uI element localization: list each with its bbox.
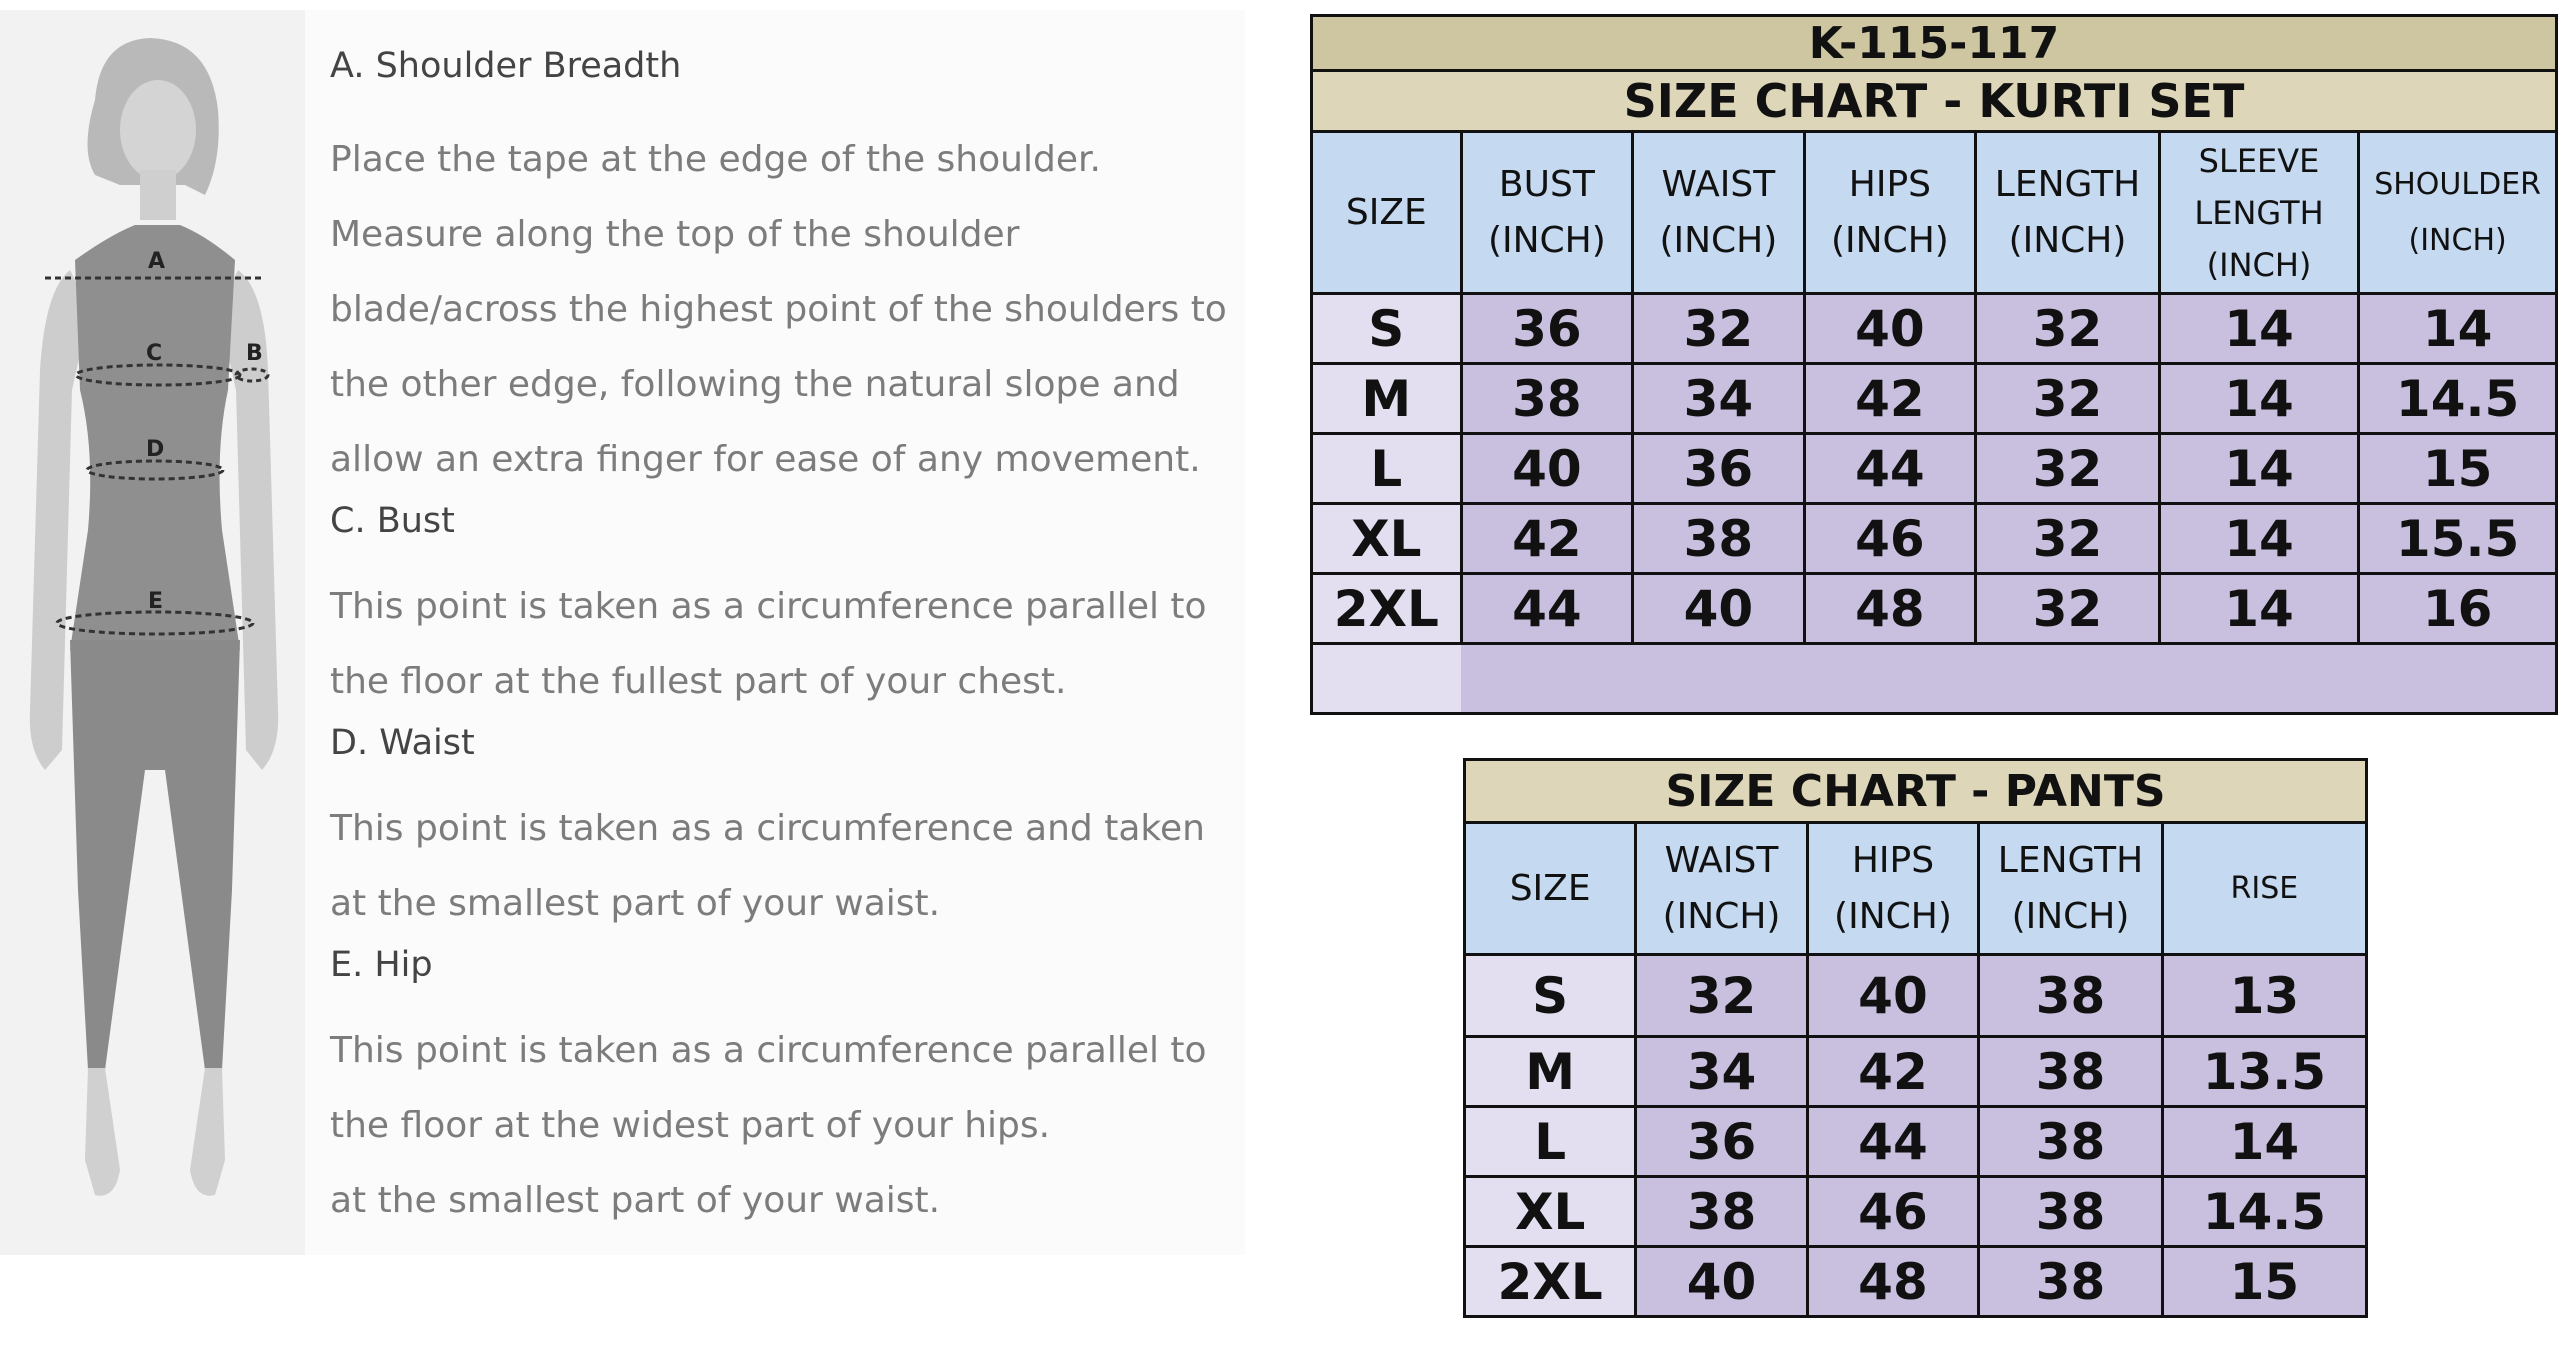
kurti-value-cell: 14.5 [2359,364,2557,434]
kurti-size-cell: L [1312,434,1462,504]
pants-size-cell: 2XL [1465,1247,1636,1317]
kurti-value-cell: 48 [1804,574,1976,644]
pants-header-size: SIZE [1465,823,1636,955]
pants-header-length: LENGTH (INCH) [1979,823,2163,955]
kurti-value-cell: 40 [1804,294,1976,364]
figure-label-d: D [146,437,165,462]
kurti-value-cell: 32 [1976,504,2160,574]
kurti-size-table [1310,14,2558,715]
kurti-value-cell: 40 [1633,574,1805,644]
kurti-size-cell: M [1312,364,1462,434]
body-figure-illustration [0,10,305,1255]
kurti-value-cell: 44 [1804,434,1976,504]
section-heading-bust: C. Bust [330,501,455,541]
section-text-shoulder: Place the tape at the edge of the shoulder. Measure along the top of the shoulder blade/across the highest point of the shoulders to the other edge, following the natural slope and allow an extra finger for ease of any movement. [330,139,1227,480]
pants-header-waist: WAIST (INCH) [1636,823,1807,955]
pants-row [1465,955,2367,1037]
section-text-hip: This point is taken as a circumference parallel to the floor at the widest part of your hips. [330,1030,1207,1146]
pants-size-cell: M [1465,1037,1636,1107]
kurti-value-cell: 14 [2159,504,2358,574]
kurti-value-cell: 16 [2359,574,2557,644]
pants-size-table [1463,758,2368,1318]
pants-value-cell: 38 [1636,1177,1807,1247]
kurti-value-cell: 42 [1461,504,1633,574]
pants-value-cell: 40 [1807,955,1978,1037]
kurti-row [1312,364,2557,434]
header-hips: HIPS (INCH) [1804,132,1976,294]
pants-value-cell: 38 [1979,1247,2163,1317]
kurti-value-cell: 38 [1633,504,1805,574]
kurti-value-cell: 32 [1976,574,2160,644]
guide-text [330,42,1235,1238]
kurti-code: K-115-117 [1312,16,2557,71]
pants-value-cell: 44 [1807,1107,1978,1177]
kurti-value-cell: 14 [2159,294,2358,364]
kurti-value-cell: 15 [2359,434,2557,504]
header-shoulder: SHOULDER (INCH) [2359,132,2557,294]
header-waist: WAIST (INCH) [1633,132,1805,294]
section-heading-waist: D. Waist [330,723,475,763]
kurti-row [1312,574,2557,644]
pants-header-hips: HIPS (INCH) [1807,823,1978,955]
pants-value-cell: 15 [2162,1247,2366,1317]
kurti-table-title: SIZE CHART - KURTI SET [1312,71,2557,132]
kurti-value-cell: 42 [1804,364,1976,434]
kurti-value-cell: 32 [1633,294,1805,364]
pants-size-cell: S [1465,955,1636,1037]
header-size: SIZE [1312,132,1462,294]
section-text-bust: This point is taken as a circumference parallel to the floor at the fullest part of your chest. [330,586,1207,702]
pants-table-title: SIZE CHART - PANTS [1465,760,2367,823]
pants-value-cell: 46 [1807,1177,1978,1247]
measurement-guide [0,10,1245,1255]
kurti-size-cell: XL [1312,504,1462,574]
kurti-value-cell: 32 [1976,434,2160,504]
pants-value-cell: 38 [1979,955,2163,1037]
section-text-waist: This point is taken as a circumference and taken at the smallest part of your waist. [330,808,1205,924]
kurti-value-cell: 14 [2159,574,2358,644]
kurti-row [1312,434,2557,504]
kurti-value-cell: 34 [1633,364,1805,434]
kurti-value-cell: 14 [2159,434,2358,504]
pants-row [1465,1037,2367,1107]
header-bust: BUST (INCH) [1461,132,1633,294]
kurti-row [1312,294,2557,364]
pants-value-cell: 32 [1636,955,1807,1037]
pants-value-cell: 14.5 [2162,1177,2366,1247]
pants-value-cell: 14 [2162,1107,2366,1177]
kurti-value-cell: 36 [1633,434,1805,504]
pants-value-cell: 38 [1979,1177,2163,1247]
pants-row [1465,1177,2367,1247]
kurti-blank-row [1312,644,2557,714]
pants-value-cell: 13 [2162,955,2366,1037]
pants-size-cell: L [1465,1107,1636,1177]
figure-label-c: C [146,341,163,366]
pants-value-cell: 48 [1807,1247,1978,1317]
pants-row [1465,1107,2367,1177]
kurti-value-cell: 40 [1461,434,1633,504]
pants-header-rise: RISE [2162,823,2366,955]
pants-row [1465,1247,2367,1317]
kurti-value-cell: 44 [1461,574,1633,644]
figure-label-e: E [148,589,164,614]
kurti-value-cell: 32 [1976,364,2160,434]
section-text-extra: at the smallest part of your waist. [330,1180,941,1221]
kurti-value-cell: 14 [2159,364,2358,434]
kurti-value-cell: 46 [1804,504,1976,574]
kurti-value-cell: 32 [1976,294,2160,364]
section-heading-shoulder: A. Shoulder Breadth [330,46,682,86]
section-heading-hip: E. Hip [330,945,433,985]
pants-value-cell: 42 [1807,1037,1978,1107]
figure-label-b: B [246,341,263,366]
kurti-value-cell: 36 [1461,294,1633,364]
pants-size-cell: XL [1465,1177,1636,1247]
kurti-value-cell: 14 [2359,294,2557,364]
kurti-size-cell: S [1312,294,1462,364]
pants-value-cell: 40 [1636,1247,1807,1317]
pants-value-cell: 38 [1979,1037,2163,1107]
kurti-size-cell: 2XL [1312,574,1462,644]
kurti-value-cell: 38 [1461,364,1633,434]
kurti-value-cell: 15.5 [2359,504,2557,574]
pants-value-cell: 34 [1636,1037,1807,1107]
pants-value-cell: 36 [1636,1107,1807,1177]
kurti-row [1312,504,2557,574]
header-length: LENGTH (INCH) [1976,132,2160,294]
pants-value-cell: 38 [1979,1107,2163,1177]
header-sleeve-length: SLEEVE LENGTH (INCH) [2159,132,2358,294]
figure-label-a: A [148,249,166,274]
pants-value-cell: 13.5 [2162,1037,2366,1107]
body-figure [0,10,305,1255]
